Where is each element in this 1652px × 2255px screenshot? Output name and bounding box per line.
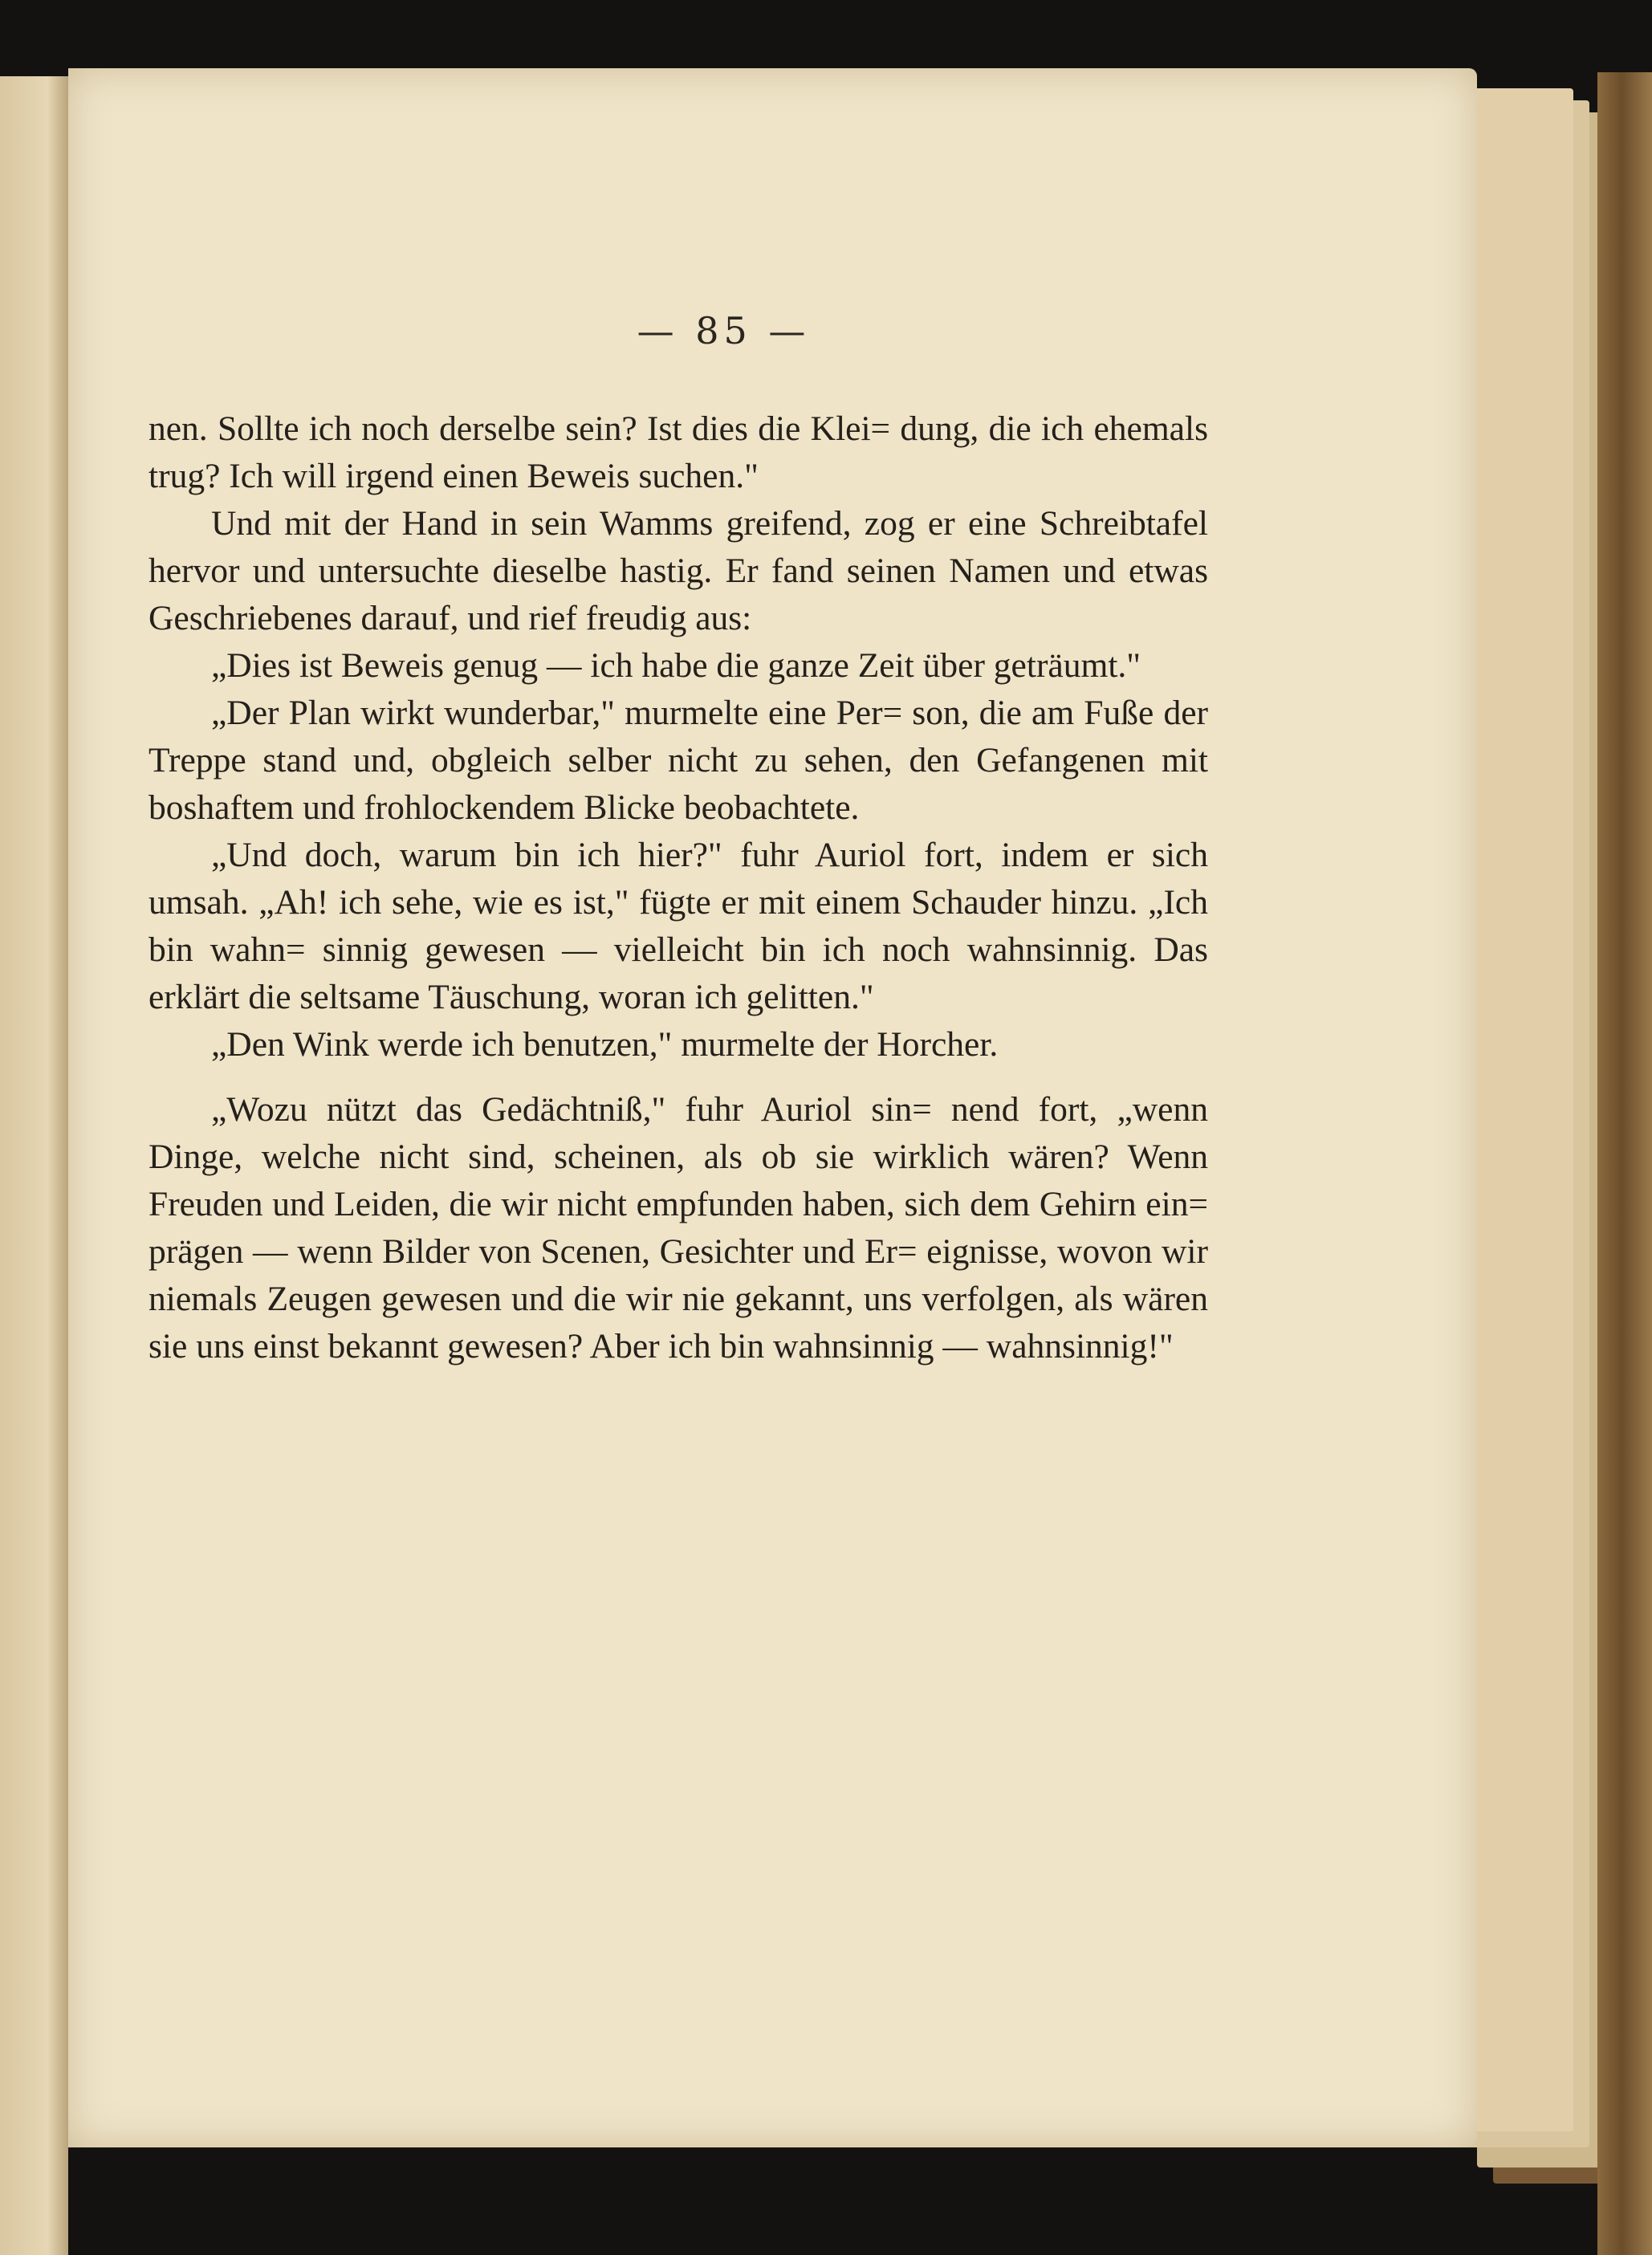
paragraph: „Der Plan wirkt wunderbar," murmelte eine Per= son, die am Fuße der Treppe stand und, obgleich selber nicht zu sehen, den Gefangenen mit boshaftem und frohlockendem Blicke beobachtete. bbox=[149, 694, 1208, 827]
paragraph: „Wozu nützt das Gedächtniß," fuhr Auriol sin= nend fort, „wenn Dinge, welche nicht sind, scheinen, als ob sie wirklich wären? Wenn Freuden und Leiden, die wir nicht empfunden haben, sich dem Gehirn ein= prägen — wenn Bilder von Scenen, Gesichter und Er= eignisse, wovon wir niemals Zeugen gewesen und die wir nie gekannt, uns verfolgen, als wären sie uns einst bekannt gewesen? Aber ich bin wahnsinnig — wahnsinnig!" bbox=[149, 1090, 1208, 1366]
book-page bbox=[68, 68, 1477, 2147]
paragraph: nen. Sollte ich noch derselbe sein? Ist dies die Klei= dung, die ich ehemals trug? Ich will irgend einen Beweis suchen." bbox=[149, 409, 1208, 495]
paragraph: Und mit der Hand in sein Wamms greifend, zog er eine Schreibtafel hervor und untersuchte dieselbe hastig. Er fand seinen Namen und etwas Geschriebenes darauf, und rief freudig aus: bbox=[149, 504, 1208, 637]
paragraph: „Und doch, warum bin ich hier?" fuhr Auriol fort, indem er sich umsah. „Ah! ich sehe, wie es ist," fügte er mit einem Schauder hinzu. „Ich bin wahn= sinnig gewesen — vielleicht bin ich noch wahnsinnig. Das erklärt die seltsame Täuschung, woran ich gelitten." bbox=[149, 836, 1208, 1016]
page-number: — 85 — bbox=[637, 309, 811, 352]
book-cover-edge bbox=[1597, 72, 1652, 2255]
left-page-edge bbox=[0, 76, 68, 2255]
body-text bbox=[149, 405, 1208, 1370]
paragraph: „Den Wink werde ich benutzen," murmelte der Horcher. bbox=[211, 1025, 999, 1064]
paragraph: „Dies ist Beweis genug — ich habe die ganze Zeit über geträumt." bbox=[211, 646, 1141, 685]
